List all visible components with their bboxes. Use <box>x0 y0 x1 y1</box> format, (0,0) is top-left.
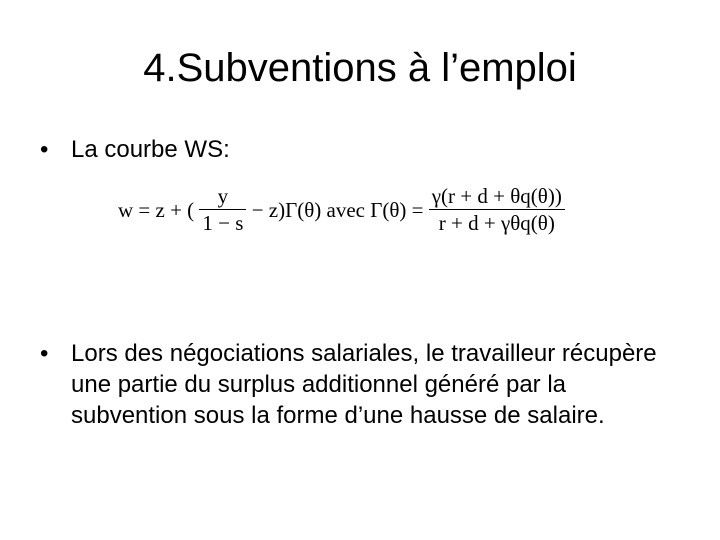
fraction-2-numerator: γ(r + d + θq(θ)) <box>431 184 562 208</box>
fraction-1-numerator: y <box>217 184 229 208</box>
bullet-text: La courbe WS: <box>71 136 230 163</box>
fraction-bar <box>429 209 565 210</box>
bullet-negotiations <box>40 338 680 431</box>
formula-fraction-1 <box>199 184 246 235</box>
bullet-text: Lors des négociations salariales, le travailleur récupère une partie du surplus additionnel généré par la subvention sous la forme d’une hausse de salaire. <box>71 340 657 429</box>
fraction-2-denominator: r + d + γθq(θ) <box>438 211 555 235</box>
fraction-bar <box>199 209 246 210</box>
slide-title: 4.Subventions à l’emploi <box>143 46 577 90</box>
fraction-1-denominator: 1 − s <box>202 211 244 235</box>
bullet-marker: • <box>40 340 49 367</box>
formula-lhs: w = z + ( <box>118 197 195 222</box>
bullet-marker: • <box>40 136 49 163</box>
bullet-ws-curve <box>40 134 640 165</box>
ws-formula <box>118 184 565 235</box>
formula-mid: − z)Γ(θ) avec Γ(θ) = <box>251 197 424 222</box>
formula-fraction-2 <box>429 184 565 235</box>
